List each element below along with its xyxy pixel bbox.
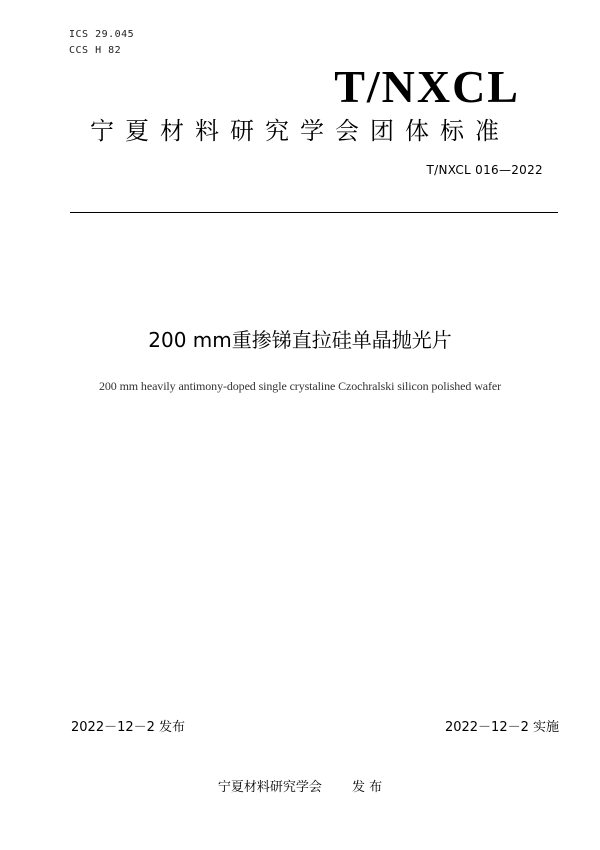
document-title-chinese: 200 mm重掺锑直拉硅单晶抛光片 [148,328,452,352]
standard-number: T/NXCL 016—2022 [426,163,543,177]
ics-code: ICS 29.045 [69,29,135,40]
publish-date: 2022－12－2 发布 [71,720,186,735]
issuer-line [0,776,600,795]
issuer-action: 发 布 [351,780,383,795]
document-title-english: 200 mm heavily antimony-doped single crystaline Czochralski silicon polished wafer [98,379,502,393]
standard-logo: T/NXCL [334,61,520,112]
standard-type-heading: 宁夏材料研究学会团体标准 [90,117,510,145]
header-divider [70,212,558,213]
implement-date: 2022－12－2 实施 [444,720,559,735]
ccs-code: CCS H 82 [69,45,122,56]
issuer-name: 宁夏材料研究学会 [217,780,322,795]
